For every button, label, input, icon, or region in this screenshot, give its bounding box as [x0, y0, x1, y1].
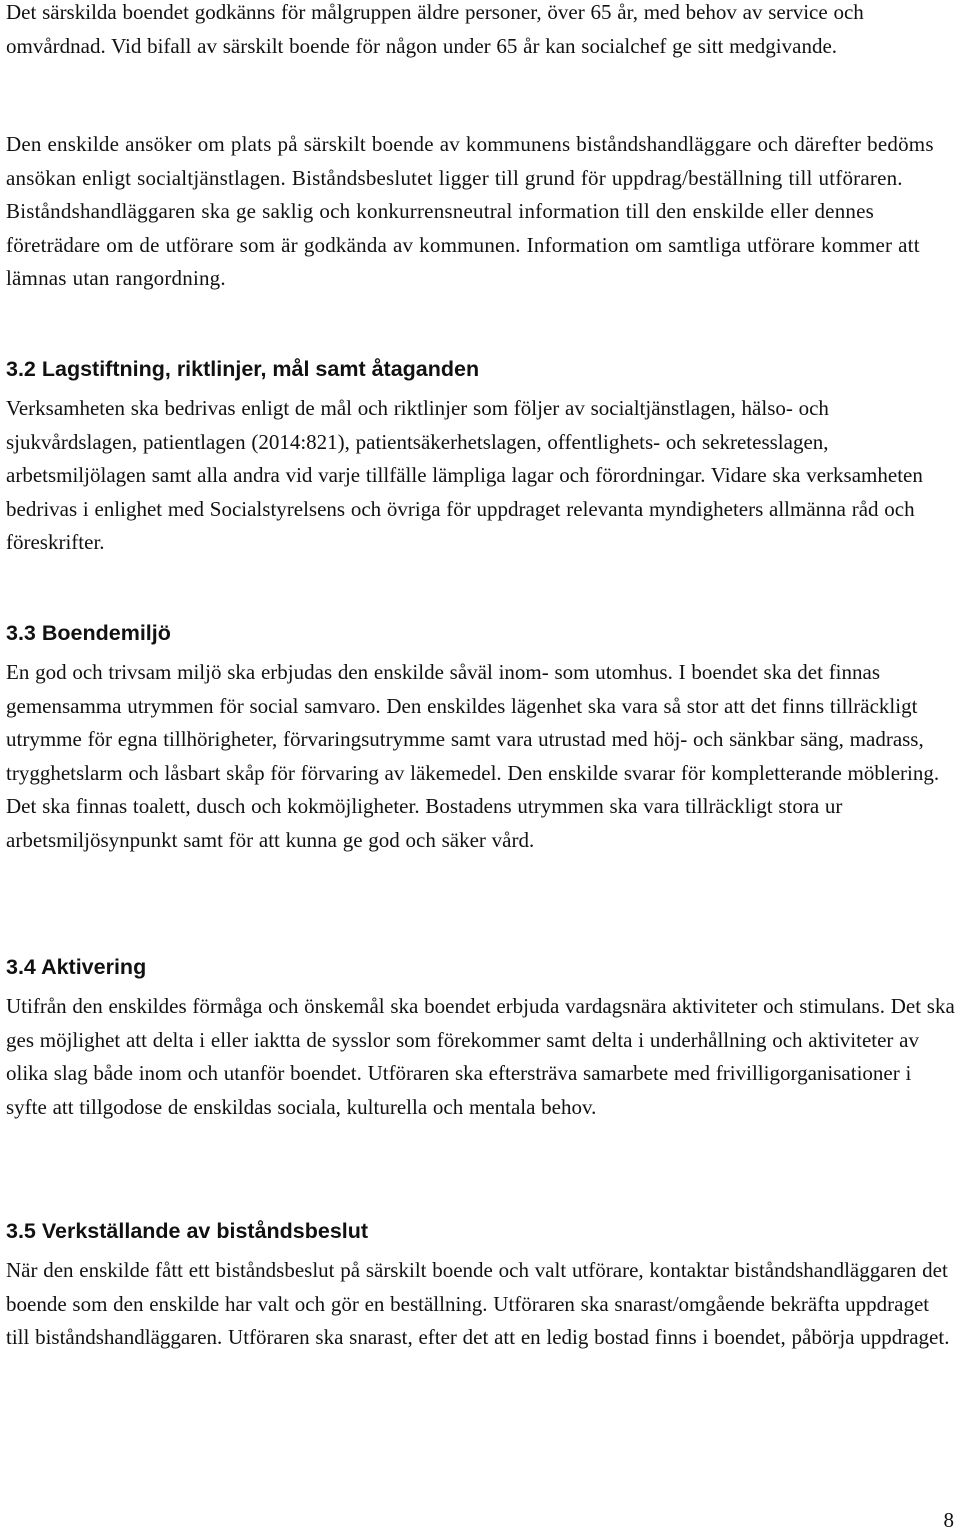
section-heading-execution: 3.5 Verkställande av biståndsbeslut: [6, 1219, 369, 1243]
paragraph-living-environment: En god och trivsam miljö ska erbjudas den enskilde såväl inom- som utomhus. I boendet ska det finnas gemensamma utrymmen för social samvaro. Den enskildes lägenhet ska vara så stor att det finns tillräckligt utrymme för egna tillhörigheter, förvaringsutrymme samt vara utrustad med höj- och sänkbar säng, madrass, trygghetslarm och låsbart skåp för förvaring av läkemedel. Den enskilde svarar för kompletterande möblering. Det ska finnas toalett, dusch och kokmöjligheter. Bostadens utrymmen ska vara tillräckligt stora ur arbetsmiljösynpunkt samt för att kunna ge god och säker vård.: [6, 660, 940, 852]
page-number: 8: [943, 1508, 954, 1532]
section-heading-activation: 3.4 Aktivering: [6, 955, 147, 979]
paragraph-execution: När den enskilde fått ett biståndsbeslut på särskilt boende och valt utförare, kontaktar biståndshandläggaren det boende som den enskilde har valt och gör en beställning. Utföraren ska snarast/omgående bekräfta uppdraget till biståndshandläggaren. Utföraren ska snarast, efter det att en ledig bostad finns i boendet, påbörja uppdraget.: [6, 1258, 950, 1350]
paragraph-activation: Utifrån den enskildes förmåga och önskemål ska boendet erbjuda vardagsnära aktiviteter och stimulans. Det ska ges möjlighet att delta i eller iaktta de sysslor som förekommer samt delta i underhållning och aktiviteter av olika slag både inom och utanför boendet. Utföraren ska eftersträva samarbete med frivilligorganisationer i syfte att tillgodose de enskildas sociala, kulturella och mentala behov.: [6, 994, 955, 1119]
section-heading-living-environment: 3.3 Boendemiljö: [6, 621, 171, 645]
section-heading-legislation: 3.2 Lagstiftning, riktlinjer, mål samt åtaganden: [6, 357, 480, 381]
paragraph-application-process: Den enskilde ansöker om plats på särskilt boende av kommunens biståndshandläggare och därefter bedöms ansökan enligt socialtjänstlagen. Biståndsbeslutet ligger till grund för uppdrag/beställning till utföraren. Biståndshandläggaren ska ge saklig och konkurrensneutral information till den enskilde eller dennes företrädare om de utförare som är godkända av kommunen. Information om samtliga utförare kommer att lämnas utan rangordning.: [6, 132, 934, 291]
paragraph-legislation: Verksamheten ska bedrivas enligt de mål och riktlinjer som följer av socialtjänstlagen, hälso- och sjukvårdslagen, patientlagen (2014:821), patientsäkerhetslagen, offentlighets- och sekretesslagen, arbetsmiljölagen samt alla andra vid varje tillfälle lämpliga lagar och förordningar. Vidare ska verksamheten bedrivas i enlighet med Socialstyrelsens och övriga för uppdraget relevanta myndigheters allmänna råd och föreskrifter.: [6, 396, 923, 555]
paragraph-target-group: Det särskilda boendet godkänns för målgruppen äldre personer, över 65 år, med behov av service och omvårdnad. Vid bifall av särskilt boende för någon under 65 år kan socialchef ge sitt medgivande.: [6, 0, 864, 58]
